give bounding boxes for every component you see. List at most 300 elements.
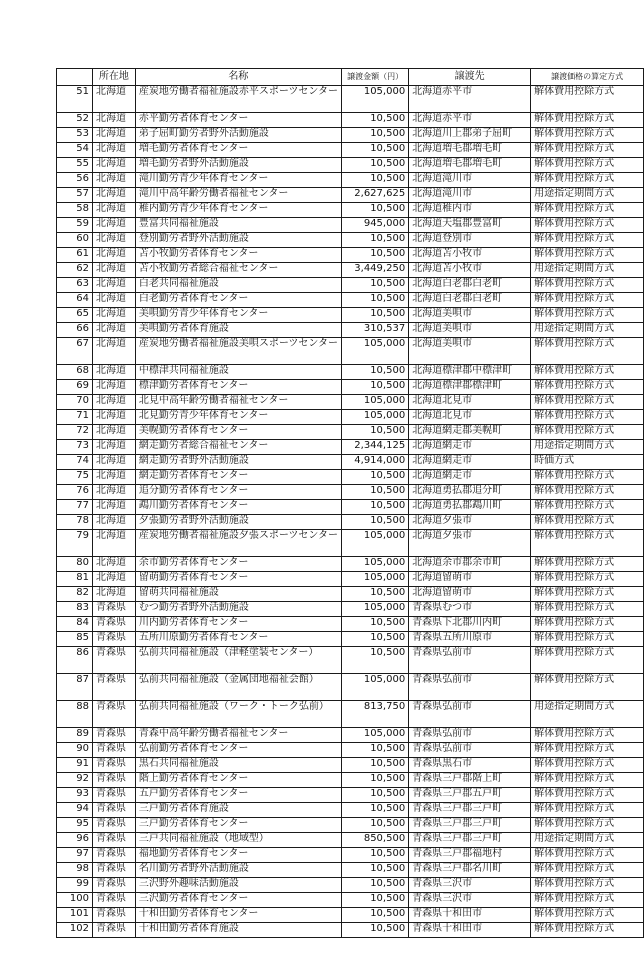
- row-transferee: 青森県弘前市: [409, 728, 531, 743]
- row-location: 青森県: [93, 773, 136, 788]
- table-body: [57, 86, 644, 938]
- row-facility-name: 中標津共同福祉施設: [135, 365, 341, 380]
- table-row: [57, 743, 644, 758]
- table-row: [57, 908, 644, 923]
- row-location: 北海道: [93, 86, 136, 113]
- row-location: 北海道: [93, 530, 136, 557]
- row-transferee: 北海道網走市: [409, 440, 531, 455]
- row-number: 94: [57, 803, 93, 818]
- table-row: [57, 647, 644, 674]
- row-facility-name: 名川勤労者野外活動施設: [135, 863, 341, 878]
- row-amount: 105,000: [342, 410, 409, 425]
- row-method: 解体費用控除方式: [531, 86, 644, 113]
- table-row: [57, 218, 644, 233]
- row-number: 72: [57, 425, 93, 440]
- row-location: 北海道: [93, 233, 136, 248]
- row-amount: 10,500: [342, 143, 409, 158]
- table-row: [57, 188, 644, 203]
- row-location: 北海道: [93, 203, 136, 218]
- row-location: 青森県: [93, 758, 136, 773]
- row-method: 解体費用控除方式: [531, 893, 644, 908]
- row-amount: 10,500: [342, 248, 409, 263]
- row-amount: 10,500: [342, 848, 409, 863]
- row-location: 北海道: [93, 410, 136, 425]
- row-transferee: 青森県むつ市: [409, 602, 531, 617]
- row-number: 71: [57, 410, 93, 425]
- row-number: 69: [57, 380, 93, 395]
- row-facility-name: 青森中高年齢労働者福祉センター: [135, 728, 341, 743]
- row-location: 青森県: [93, 863, 136, 878]
- row-number: 53: [57, 128, 93, 143]
- row-location: 北海道: [93, 440, 136, 455]
- table-row: [57, 278, 644, 293]
- row-facility-name: 赤平勤労者体育センター: [135, 113, 341, 128]
- table-row: [57, 248, 644, 263]
- row-number: 93: [57, 788, 93, 803]
- row-facility-name: 白老勤労者体育センター: [135, 293, 341, 308]
- row-facility-name: 滝川勤労青少年体育センター: [135, 173, 341, 188]
- row-amount: 10,500: [342, 158, 409, 173]
- table-row: [57, 365, 644, 380]
- row-transferee: 青森県弘前市: [409, 701, 531, 728]
- row-amount: 10,500: [342, 923, 409, 938]
- row-transferee: 青森県三戸郡三戸町: [409, 833, 531, 848]
- row-facility-name: 産炭地労働者福祉施設美唄スポーツセンター: [135, 338, 341, 365]
- table-row: [57, 863, 644, 878]
- row-number: 75: [57, 470, 93, 485]
- table-row: [57, 515, 644, 530]
- row-transferee: 北海道標津郡中標津町: [409, 365, 531, 380]
- row-location: 北海道: [93, 248, 136, 263]
- row-method: 解体費用控除方式: [531, 410, 644, 425]
- row-amount: 310,537: [342, 323, 409, 338]
- row-transferee: 青森県三戸郡福地村: [409, 848, 531, 863]
- row-facility-name: 弘前共同福祉施設（金属団地福祉会館）: [135, 674, 341, 701]
- row-method: 解体費用控除方式: [531, 308, 644, 323]
- row-location: 北海道: [93, 143, 136, 158]
- table-row: [57, 380, 644, 395]
- row-number: 88: [57, 701, 93, 728]
- row-transferee: 北海道網走市: [409, 470, 531, 485]
- table-row: [57, 86, 644, 113]
- row-transferee: 青森県十和田市: [409, 908, 531, 923]
- row-facility-name: 留萌勤労者体育センター: [135, 572, 341, 587]
- row-transferee: 青森県三戸郡階上町: [409, 773, 531, 788]
- row-method: 解体費用控除方式: [531, 572, 644, 587]
- row-facility-name: 美幌勤労者体育センター: [135, 425, 341, 440]
- row-transferee: 北海道余市郡余市町: [409, 557, 531, 572]
- row-facility-name: 苫小牧勤労者体育センター: [135, 248, 341, 263]
- row-transferee: 青森県三沢市: [409, 878, 531, 893]
- row-facility-name: 川内勤労者体育センター: [135, 617, 341, 632]
- row-number: 78: [57, 515, 93, 530]
- table-row: [57, 893, 644, 908]
- row-location: 青森県: [93, 788, 136, 803]
- row-transferee: 北海道美唄市: [409, 308, 531, 323]
- table-row: [57, 572, 644, 587]
- row-location: 青森県: [93, 908, 136, 923]
- row-amount: 10,500: [342, 803, 409, 818]
- row-method: 解体費用控除方式: [531, 248, 644, 263]
- row-method: 解体費用控除方式: [531, 773, 644, 788]
- row-transferee: 北海道苫小牧市: [409, 263, 531, 278]
- row-facility-name: 弘前共同福祉施設（津軽塗装センター）: [135, 647, 341, 674]
- row-method: 用途指定期間方式: [531, 440, 644, 455]
- row-location: 北海道: [93, 128, 136, 143]
- row-facility-name: 苫小牧勤労者総合福祉センター: [135, 263, 341, 278]
- row-location: 北海道: [93, 557, 136, 572]
- row-amount: 105,000: [342, 86, 409, 113]
- row-facility-name: むつ勤労者野外活動施設: [135, 602, 341, 617]
- row-facility-name: 三沢勤労者体育センター: [135, 893, 341, 908]
- row-transferee: 北海道網走郡美幌町: [409, 425, 531, 440]
- row-number: 66: [57, 323, 93, 338]
- table-row: [57, 788, 644, 803]
- row-amount: 10,500: [342, 632, 409, 647]
- row-amount: 105,000: [342, 395, 409, 410]
- row-method: 解体費用控除方式: [531, 218, 644, 233]
- row-method: 解体費用控除方式: [531, 602, 644, 617]
- row-location: 青森県: [93, 803, 136, 818]
- row-number: 86: [57, 647, 93, 674]
- row-number: 81: [57, 572, 93, 587]
- table-row: [57, 113, 644, 128]
- row-transferee: 北海道留萌市: [409, 572, 531, 587]
- header-amount: 譲渡金額（円）: [342, 69, 409, 86]
- row-transferee: 北海道登別市: [409, 233, 531, 248]
- row-method: 解体費用控除方式: [531, 128, 644, 143]
- table-row: [57, 632, 644, 647]
- row-amount: 10,500: [342, 173, 409, 188]
- row-facility-name: 五所川原勤労者体育センター: [135, 632, 341, 647]
- row-method: 解体費用控除方式: [531, 233, 644, 248]
- row-method: 用途指定期間方式: [531, 833, 644, 848]
- row-method: 用途指定期間方式: [531, 323, 644, 338]
- row-transferee: 北海道滝川市: [409, 173, 531, 188]
- row-amount: 10,500: [342, 113, 409, 128]
- table-row: [57, 308, 644, 323]
- row-amount: 813,750: [342, 701, 409, 728]
- row-amount: 10,500: [342, 773, 409, 788]
- row-location: 青森県: [93, 728, 136, 743]
- row-amount: 3,449,250: [342, 263, 409, 278]
- row-number: 77: [57, 500, 93, 515]
- row-number: 85: [57, 632, 93, 647]
- header-location: 所在地: [93, 69, 136, 86]
- row-transferee: 青森県三戸郡三戸町: [409, 803, 531, 818]
- row-method: 解体費用控除方式: [531, 758, 644, 773]
- row-method: 解体費用控除方式: [531, 143, 644, 158]
- row-amount: 105,000: [342, 602, 409, 617]
- row-facility-name: 網走勤労者野外活動施設: [135, 455, 341, 470]
- row-facility-name: 北見中高年齢労働者福祉センター: [135, 395, 341, 410]
- row-method: 解体費用控除方式: [531, 674, 644, 701]
- row-amount: 945,000: [342, 218, 409, 233]
- row-location: 北海道: [93, 158, 136, 173]
- row-amount: 10,500: [342, 500, 409, 515]
- row-transferee: 青森県五所川原市: [409, 632, 531, 647]
- table-row: [57, 128, 644, 143]
- row-location: 北海道: [93, 113, 136, 128]
- table-row: [57, 728, 644, 743]
- row-transferee: 北海道留萌市: [409, 587, 531, 602]
- row-number: 83: [57, 602, 93, 617]
- row-method: 解体費用控除方式: [531, 293, 644, 308]
- row-location: 北海道: [93, 455, 136, 470]
- transfer-table: [56, 68, 644, 938]
- row-amount: 10,500: [342, 617, 409, 632]
- table-row: [57, 485, 644, 500]
- row-location: 青森県: [93, 674, 136, 701]
- row-transferee: 北海道増毛郡増毛町: [409, 158, 531, 173]
- row-amount: 10,500: [342, 203, 409, 218]
- row-number: 100: [57, 893, 93, 908]
- row-method: 解体費用控除方式: [531, 158, 644, 173]
- table-row: [57, 587, 644, 602]
- header-no: [57, 69, 93, 86]
- row-facility-name: 余市勤労者体育センター: [135, 557, 341, 572]
- row-location: 北海道: [93, 380, 136, 395]
- row-transferee: 北海道滝川市: [409, 188, 531, 203]
- row-facility-name: 黒石共同福祉施設: [135, 758, 341, 773]
- row-method: 解体費用控除方式: [531, 203, 644, 218]
- row-facility-name: 三戸勤労者体育センター: [135, 818, 341, 833]
- row-transferee: 北海道稚内市: [409, 203, 531, 218]
- table-row: [57, 923, 644, 938]
- row-transferee: 北海道標津郡標津町: [409, 380, 531, 395]
- row-transferee: 青森県弘前市: [409, 674, 531, 701]
- table-row: [57, 395, 644, 410]
- row-method: 解体費用控除方式: [531, 365, 644, 380]
- row-amount: 105,000: [342, 557, 409, 572]
- row-transferee: 北海道夕張市: [409, 530, 531, 557]
- table-row: [57, 455, 644, 470]
- row-location: 青森県: [93, 923, 136, 938]
- row-number: 62: [57, 263, 93, 278]
- header-transferee: 譲渡先: [409, 69, 531, 86]
- row-transferee: 青森県弘前市: [409, 647, 531, 674]
- row-transferee: 北海道苫小牧市: [409, 248, 531, 263]
- row-amount: 2,627,625: [342, 188, 409, 203]
- row-transferee: 北海道北見市: [409, 410, 531, 425]
- row-amount: 105,000: [342, 674, 409, 701]
- header-name: 名称: [135, 69, 341, 86]
- row-location: 青森県: [93, 893, 136, 908]
- row-facility-name: 稚内勤労青少年体育センター: [135, 203, 341, 218]
- row-number: 68: [57, 365, 93, 380]
- row-location: 青森県: [93, 617, 136, 632]
- row-amount: 10,500: [342, 647, 409, 674]
- row-transferee: 北海道勇払郡鵡川町: [409, 500, 531, 515]
- row-number: 91: [57, 758, 93, 773]
- row-location: 北海道: [93, 173, 136, 188]
- table-row: [57, 143, 644, 158]
- row-amount: 10,500: [342, 425, 409, 440]
- row-number: 89: [57, 728, 93, 743]
- row-number: 61: [57, 248, 93, 263]
- row-location: 北海道: [93, 308, 136, 323]
- row-method: 解体費用控除方式: [531, 173, 644, 188]
- row-transferee: 北海道増毛郡増毛町: [409, 143, 531, 158]
- table-row: [57, 848, 644, 863]
- header-method: 譲渡価格の算定方式: [531, 69, 644, 86]
- row-amount: 10,500: [342, 908, 409, 923]
- row-amount: 10,500: [342, 380, 409, 395]
- row-location: 北海道: [93, 572, 136, 587]
- row-facility-name: 美唄勤労青少年体育センター: [135, 308, 341, 323]
- table-row: [57, 701, 644, 728]
- row-amount: 10,500: [342, 470, 409, 485]
- row-number: 80: [57, 557, 93, 572]
- row-location: 北海道: [93, 218, 136, 233]
- row-facility-name: 美唄勤労者体育施設: [135, 323, 341, 338]
- row-number: 55: [57, 158, 93, 173]
- row-method: 解体費用控除方式: [531, 587, 644, 602]
- row-transferee: 北海道川上郡弟子屈町: [409, 128, 531, 143]
- row-number: 60: [57, 233, 93, 248]
- row-number: 79: [57, 530, 93, 557]
- row-number: 96: [57, 833, 93, 848]
- row-facility-name: 三戸共同福祉施設（地域型）: [135, 833, 341, 848]
- row-amount: 850,500: [342, 833, 409, 848]
- row-amount: 10,500: [342, 485, 409, 500]
- row-location: 北海道: [93, 365, 136, 380]
- row-number: 87: [57, 674, 93, 701]
- row-method: 解体費用控除方式: [531, 803, 644, 818]
- table-row: [57, 158, 644, 173]
- row-facility-name: 北見勤労青少年体育センター: [135, 410, 341, 425]
- table-row: [57, 323, 644, 338]
- row-method: 解体費用控除方式: [531, 617, 644, 632]
- row-transferee: 青森県下北郡川内町: [409, 617, 531, 632]
- row-transferee: 青森県三戸郡三戸町: [409, 818, 531, 833]
- table-row: [57, 293, 644, 308]
- row-location: 青森県: [93, 632, 136, 647]
- row-facility-name: 夕張勤労者野外活動施設: [135, 515, 341, 530]
- row-facility-name: 十和田勤労者体育センター: [135, 908, 341, 923]
- row-transferee: 北海道白老郡白老町: [409, 278, 531, 293]
- row-amount: 10,500: [342, 788, 409, 803]
- row-location: 北海道: [93, 470, 136, 485]
- row-amount: 10,500: [342, 128, 409, 143]
- row-number: 98: [57, 863, 93, 878]
- table-row: [57, 803, 644, 818]
- row-facility-name: 滝川中高年齢労働者福祉センター: [135, 188, 341, 203]
- table-row: [57, 233, 644, 248]
- row-transferee: 青森県十和田市: [409, 923, 531, 938]
- row-location: 北海道: [93, 587, 136, 602]
- row-facility-name: 鵡川勤労者体育センター: [135, 500, 341, 515]
- row-transferee: 青森県三戸郡五戸町: [409, 788, 531, 803]
- table-row: [57, 500, 644, 515]
- row-transferee: 北海道白老郡白老町: [409, 293, 531, 308]
- row-number: 54: [57, 143, 93, 158]
- row-location: 北海道: [93, 395, 136, 410]
- row-method: 解体費用控除方式: [531, 728, 644, 743]
- row-method: 解体費用控除方式: [531, 113, 644, 128]
- table-row: [57, 818, 644, 833]
- row-facility-name: 登別勤労者野外活動施設: [135, 233, 341, 248]
- row-number: 70: [57, 395, 93, 410]
- row-number: 90: [57, 743, 93, 758]
- row-location: 北海道: [93, 425, 136, 440]
- row-number: 73: [57, 440, 93, 455]
- row-facility-name: 標津勤労者体育センター: [135, 380, 341, 395]
- row-transferee: 青森県三戸郡名川町: [409, 863, 531, 878]
- row-location: 北海道: [93, 338, 136, 365]
- row-method: 解体費用控除方式: [531, 818, 644, 833]
- table-row: [57, 440, 644, 455]
- row-location: 青森県: [93, 743, 136, 758]
- row-facility-name: 弘前勤労者体育センター: [135, 743, 341, 758]
- row-amount: 10,500: [342, 893, 409, 908]
- row-location: 青森県: [93, 818, 136, 833]
- row-number: 82: [57, 587, 93, 602]
- row-facility-name: 網走勤労者総合福祉センター: [135, 440, 341, 455]
- row-number: 101: [57, 908, 93, 923]
- row-facility-name: 弘前共同福祉施設（ワーク・トーク弘前）: [135, 701, 341, 728]
- row-method: 解体費用控除方式: [531, 530, 644, 557]
- row-location: 青森県: [93, 647, 136, 674]
- row-method: 解体費用控除方式: [531, 557, 644, 572]
- table-row: [57, 425, 644, 440]
- row-method: 解体費用控除方式: [531, 878, 644, 893]
- row-transferee: 北海道勇払郡追分町: [409, 485, 531, 500]
- row-amount: 10,500: [342, 743, 409, 758]
- row-transferee: 北海道美唄市: [409, 338, 531, 365]
- row-amount: 10,500: [342, 233, 409, 248]
- table-row: [57, 773, 644, 788]
- row-method: 解体費用控除方式: [531, 380, 644, 395]
- row-method: 解体費用控除方式: [531, 500, 644, 515]
- row-facility-name: 三沢野外趣味活動施設: [135, 878, 341, 893]
- row-method: 解体費用控除方式: [531, 470, 644, 485]
- row-amount: 10,500: [342, 278, 409, 293]
- row-number: 65: [57, 308, 93, 323]
- row-amount: 4,914,000: [342, 455, 409, 470]
- row-method: 解体費用控除方式: [531, 395, 644, 410]
- row-facility-name: 留萌共同福祉施設: [135, 587, 341, 602]
- row-amount: 10,500: [342, 863, 409, 878]
- row-location: 北海道: [93, 188, 136, 203]
- row-amount: 105,000: [342, 338, 409, 365]
- row-method: 用途指定期間方式: [531, 188, 644, 203]
- row-number: 84: [57, 617, 93, 632]
- row-location: 青森県: [93, 602, 136, 617]
- table-row: [57, 338, 644, 365]
- row-amount: 10,500: [342, 818, 409, 833]
- row-number: 52: [57, 113, 93, 128]
- row-amount: 10,500: [342, 293, 409, 308]
- row-location: 北海道: [93, 485, 136, 500]
- table-row: [57, 173, 644, 188]
- row-number: 51: [57, 86, 93, 113]
- row-number: 76: [57, 485, 93, 500]
- row-transferee: 北海道網走市: [409, 455, 531, 470]
- header-row: [57, 69, 644, 86]
- row-amount: 105,000: [342, 530, 409, 557]
- row-amount: 2,344,125: [342, 440, 409, 455]
- row-method: 解体費用控除方式: [531, 515, 644, 530]
- row-location: 青森県: [93, 701, 136, 728]
- row-transferee: 北海道赤平市: [409, 86, 531, 113]
- row-amount: 105,000: [342, 728, 409, 743]
- row-amount: 10,500: [342, 758, 409, 773]
- table-row: [57, 470, 644, 485]
- row-number: 74: [57, 455, 93, 470]
- table-row: [57, 557, 644, 572]
- row-method: 解体費用控除方式: [531, 923, 644, 938]
